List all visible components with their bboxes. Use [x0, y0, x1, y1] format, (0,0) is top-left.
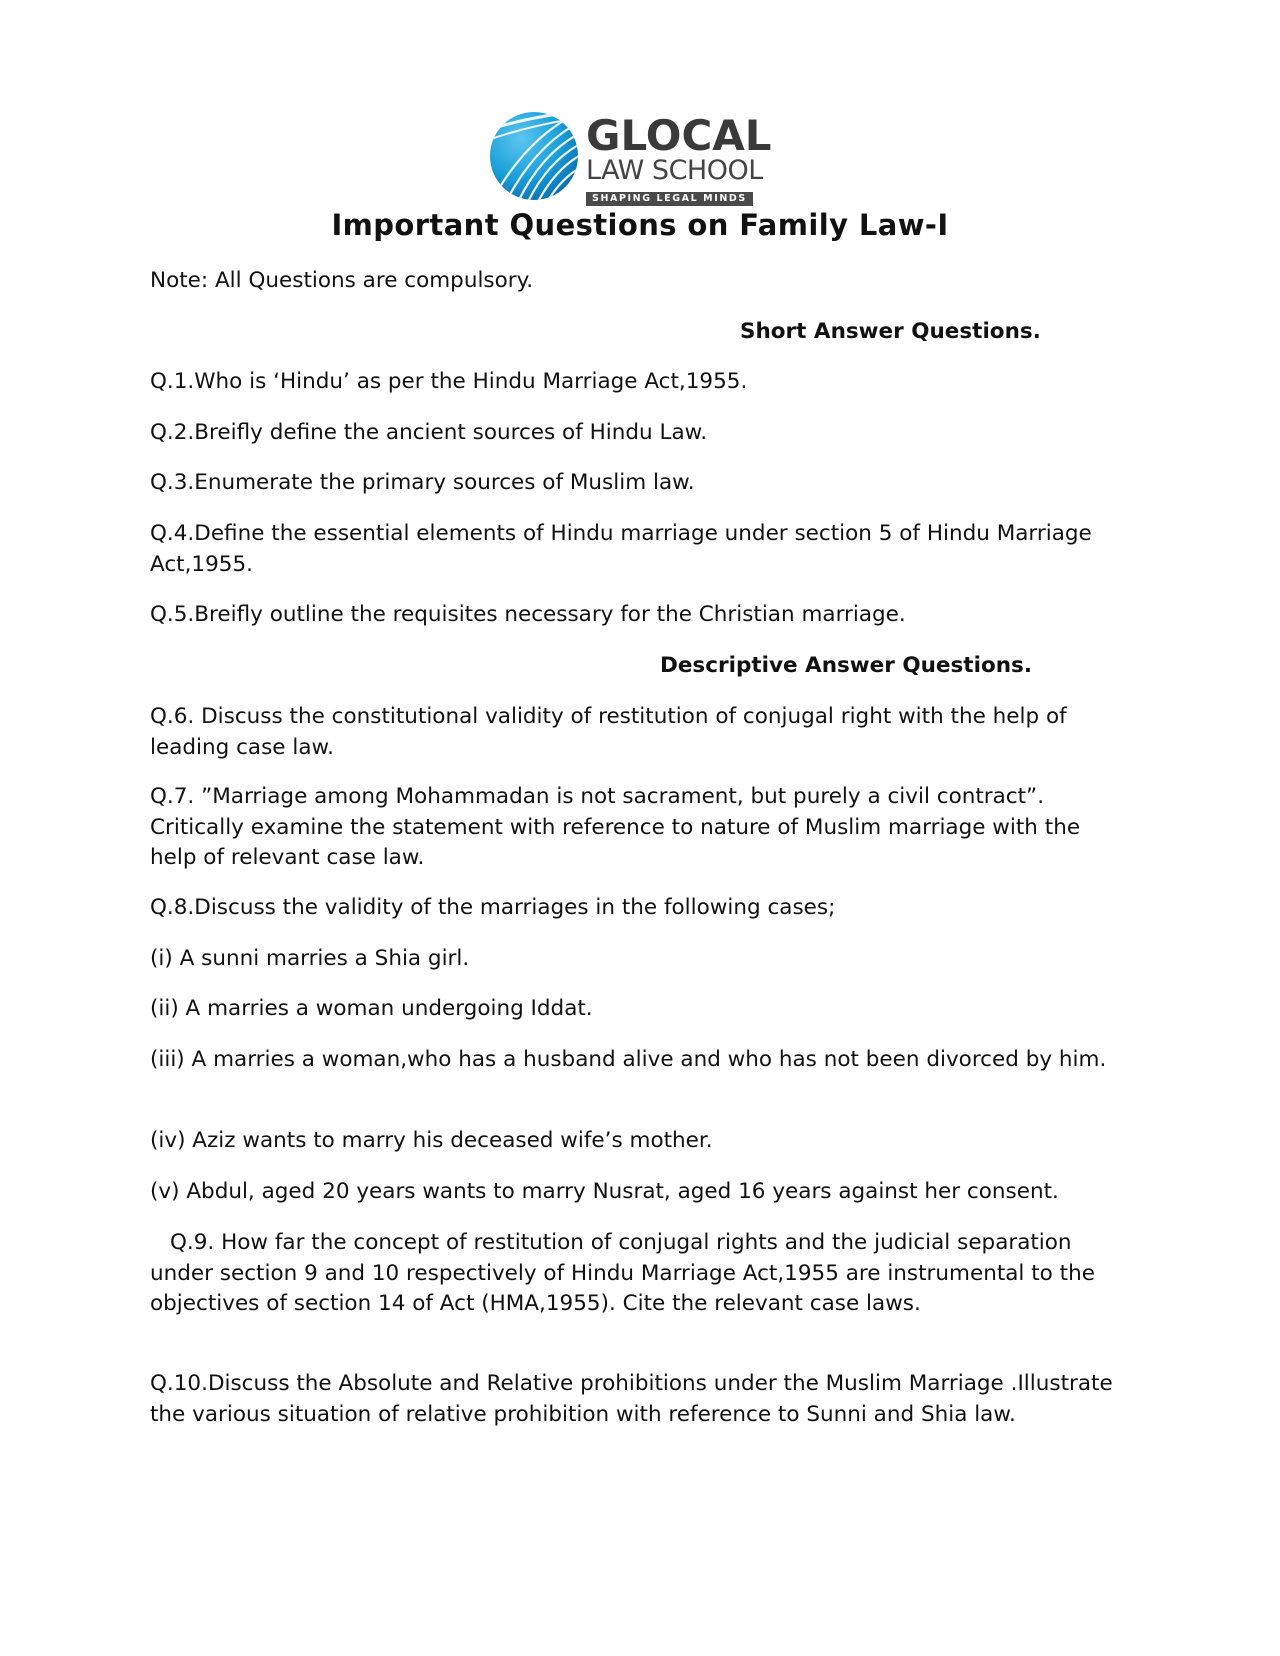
logo-tagline: SHAPING LEGAL MINDS: [586, 192, 753, 206]
question-4: Q.4.Define the essential elements of Hindu marriage under section 5 of Hindu Marriage Act,1955.: [150, 521, 1092, 577]
question-8-case-i: (i) A sunni marries a Shia girl.: [150, 946, 470, 971]
short-answer-heading: Short Answer Questions.: [740, 319, 1041, 344]
globe-icon: [488, 110, 580, 202]
question-8-case-iii: (iii) A marries a woman,who has a husband alive and who has not been divorced by him.: [150, 1047, 1107, 1072]
question-8: Q.8.Discuss the validity of the marriages in the following cases;: [150, 895, 836, 920]
descriptive-answer-heading: Descriptive Answer Questions.: [660, 653, 1032, 678]
question-8-case-v: (v) Abdul, aged 20 years wants to marry Nusrat, aged 16 years against her consent.: [150, 1179, 1059, 1204]
question-7: Q.7. ”Marriage among Mohammadan is not sacrament, but purely a civil contract”. Critically examine the statement with reference to nature of Muslim marriage with the help of relevant case law.: [150, 784, 1081, 870]
question-5: Q.5.Breifly outline the requisites necessary for the Christian marriage.: [150, 602, 906, 627]
question-8-case-ii: (ii) A marries a woman undergoing Iddat.: [150, 996, 593, 1021]
question-3: Q.3.Enumerate the primary sources of Muslim law.: [150, 470, 695, 495]
logo-subtitle: LAW SCHOOL: [586, 155, 763, 186]
question-2: Q.2.Breifly define the ancient sources of Hindu Law.: [150, 420, 708, 445]
page-title: Important Questions on Family Law-I: [331, 208, 949, 242]
logo-title: GLOCAL: [586, 111, 772, 160]
school-logo: [488, 110, 788, 210]
question-6: Q.6. Discuss the constitutional validity of restitution of conjugal right with the help of leading case law.: [150, 704, 1067, 760]
question-9: Q.9. How far the concept of restitution of conjugal rights and the judicial separation under section 9 and 10 respectively of Hindu Marriage Act,1955 are instrumental to the objectives of section 14 of Act (HMA,1955). Cite the relevant case laws.: [150, 1230, 1095, 1316]
question-1: Q.1.Who is ‘Hindu’ as per the Hindu Marriage Act,1955.: [150, 369, 748, 394]
question-8-case-iv: (iv) Aziz wants to marry his deceased wife’s mother.: [150, 1128, 713, 1153]
note-text: Note: All Questions are compulsory.: [150, 268, 534, 293]
question-10: Q.10.Discuss the Absolute and Relative prohibitions under the Muslim Marriage .Illustrate the various situation of relative prohibition with reference to Sunni and Shia law.: [150, 1371, 1113, 1427]
